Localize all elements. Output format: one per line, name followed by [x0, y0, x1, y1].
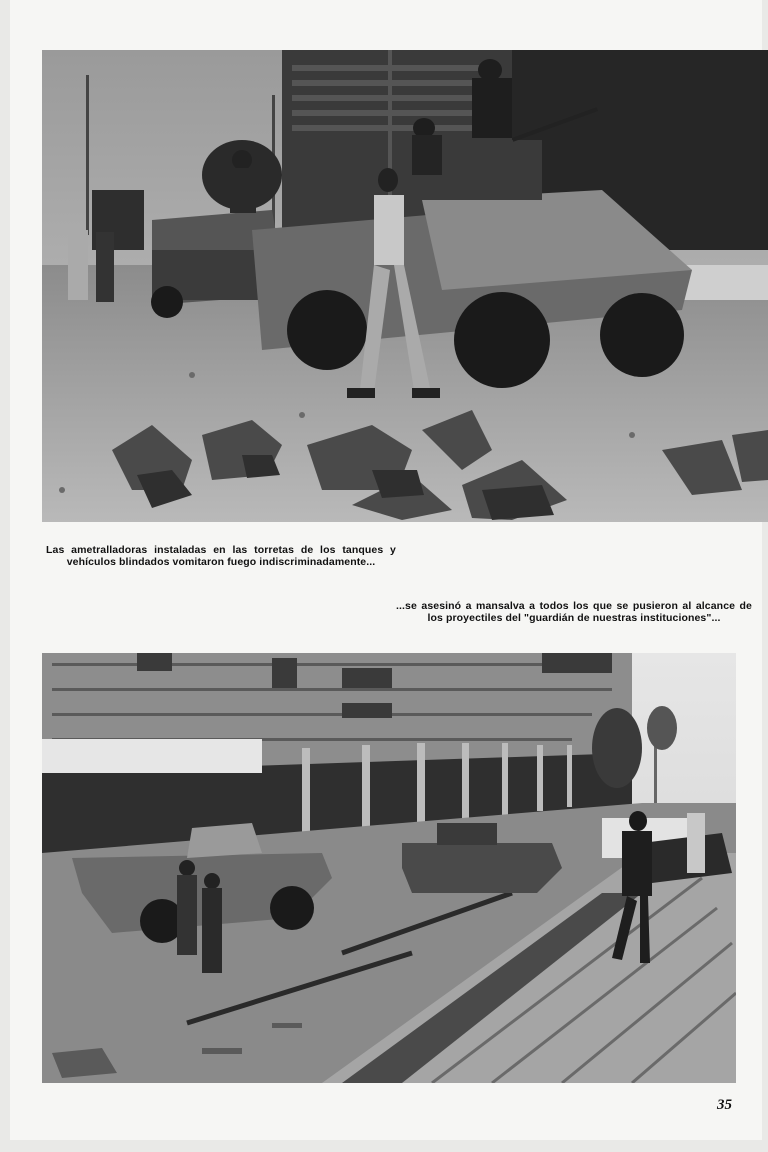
page-number: 35: [717, 1097, 732, 1113]
photo-bottom-illustration: [42, 653, 736, 1083]
photo-armored-vehicles-plaza: [42, 653, 736, 1083]
photo-armored-vehicles-street: [42, 50, 768, 522]
caption-massacre: ...se asesinó a mansalva a todos los que se pusieron al alcance de los proyectiles del "guardián de nuestras instituciones"...: [396, 600, 752, 624]
photo-top-illustration: [42, 50, 768, 522]
magazine-page: [10, 0, 762, 1140]
caption-machine-guns: Las ametralladoras instaladas en las torretas de los tanques y vehículos blindados vomitaron fuego indiscriminadamente...: [46, 544, 396, 568]
bleed-through-text: [310, 606, 400, 636]
